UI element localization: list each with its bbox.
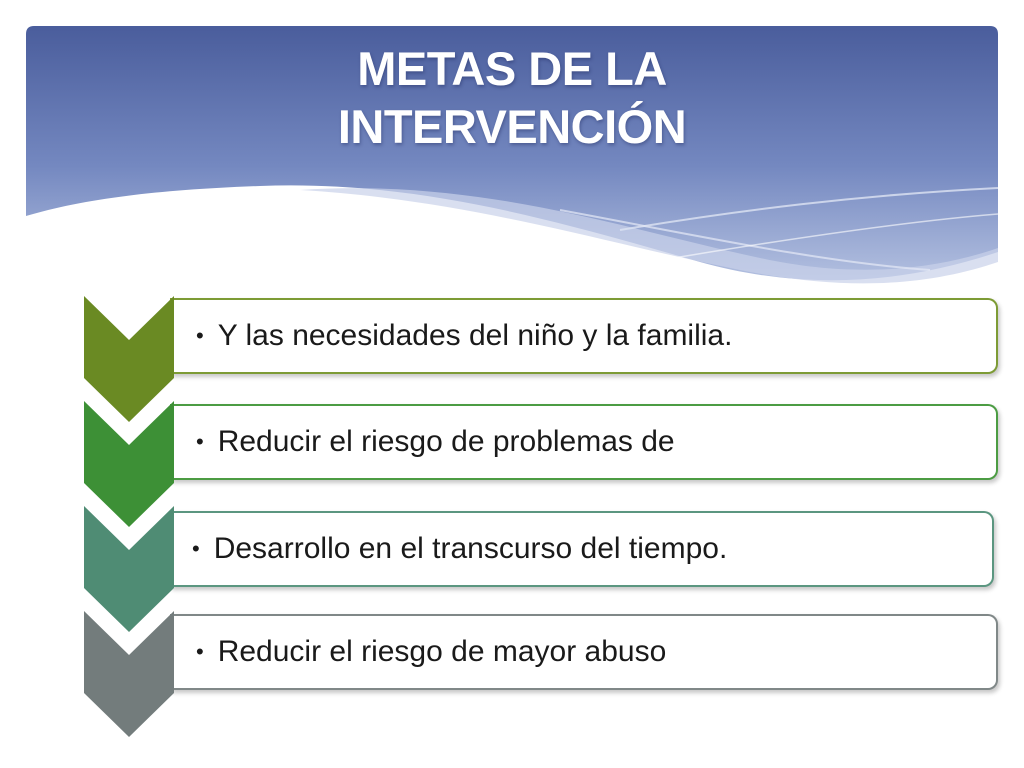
step-label-2: Reducir el riesgo de problemas de: [217, 425, 675, 458]
title-line-2: INTERVENCIÓN: [337, 100, 687, 153]
step-card-2: [170, 404, 998, 480]
step-text-2: [196, 425, 675, 459]
step-text-3: [192, 532, 727, 566]
chevron-arrow-4: [84, 611, 174, 737]
step-label-3: Desarrollo en el transcurso del tiempo.: [213, 532, 728, 565]
step-label-4: Reducir el riesgo de mayor abuso: [217, 635, 667, 668]
step-card-1: [170, 298, 998, 374]
bullet-icon: •: [196, 639, 204, 664]
step-label-1: Y las necesidades del niño y la familia.: [217, 319, 733, 352]
step-text-4: [196, 635, 666, 669]
step-card-4: [170, 614, 998, 690]
step-card-3: [170, 511, 994, 587]
bullet-icon: •: [192, 536, 200, 561]
step-text-1: [196, 319, 732, 353]
bullet-icon: •: [196, 429, 204, 454]
title-line-1: METAS DE LA: [357, 42, 667, 95]
bullet-icon: •: [196, 323, 204, 348]
